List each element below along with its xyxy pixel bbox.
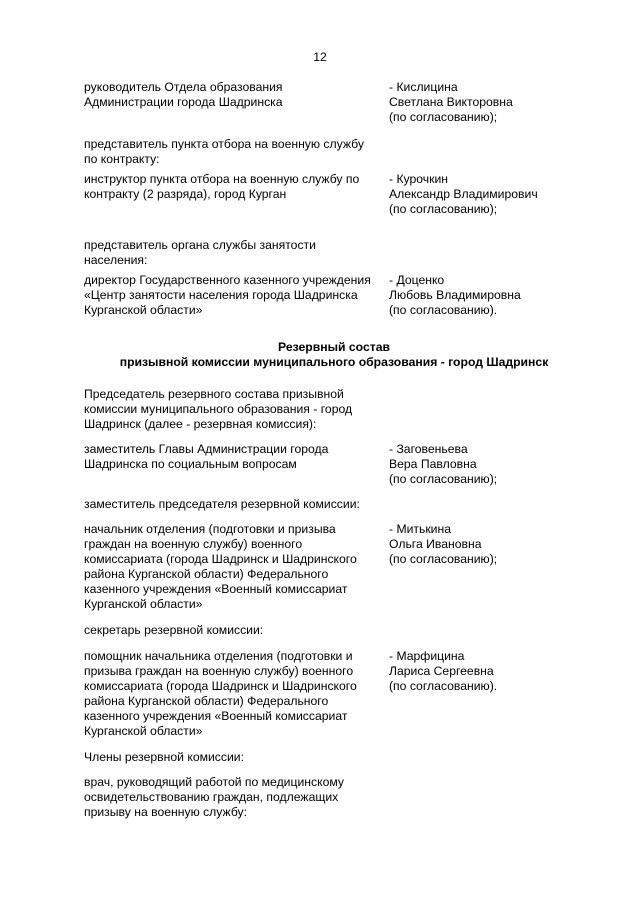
section-label: представитель органа службы занятости населения: bbox=[84, 238, 316, 267]
entry-row bbox=[84, 442, 584, 487]
section-label: врач, руководящий работой по медицинскому освидетельствованию граждан, подлежащих призыву на военную службу: bbox=[84, 775, 344, 819]
person-text: - Митькина Ольга Ивановна (по согласованию); bbox=[389, 522, 498, 566]
entry-row bbox=[84, 522, 584, 612]
section-label: заместитель председателя резервной комиссии: bbox=[84, 497, 360, 511]
person-text: - Заговеньева Вера Павловна (по согласованию); bbox=[389, 442, 498, 486]
entry-row bbox=[84, 649, 584, 739]
section-label: секретарь резервной комиссии: bbox=[84, 623, 264, 637]
document-content bbox=[84, 80, 584, 820]
person-text: - Доценко Любовь Владимировна (по согласованию). bbox=[389, 273, 521, 317]
position-text: помощник начальника отделения (подготовки и призыва граждан на военную службу) военного комиссариата (города Шадринск и Шадринского района Курганской области) Федерального казенного учреждения «Военный комиссариат Курганской области» bbox=[84, 649, 357, 738]
person-text: - Марфицина Лариса Сергеевна (по согласованию). bbox=[389, 649, 498, 693]
position-text: заместитель Главы Администрации города Шадринска по социальным вопросам bbox=[84, 442, 329, 471]
section-label: Члены резервной комиссии: bbox=[84, 750, 244, 764]
entry-row bbox=[84, 80, 584, 125]
person-text: - Кислицина Светлана Викторовна (по согласованию); bbox=[389, 80, 513, 124]
page-number: 12 bbox=[313, 50, 327, 64]
position-text: начальник отделения (подготовки и призыва граждан на военную службу) военного комиссариата (города Шадринск и Шадринского района Курганской области) Федерального казенного учреждения «Военный комиссариат Курганской области» bbox=[84, 522, 357, 611]
section-heading-line: Резервный состав bbox=[278, 340, 390, 354]
entry-row bbox=[84, 172, 584, 217]
position-text: директор Государственного казенного учреждения «Центр занятости населения города Шадринска Курганской области» bbox=[84, 273, 371, 317]
position-text: инструктор пункта отбора на военную службу по контракту (2 разряда), город Курган bbox=[84, 172, 360, 201]
section-heading bbox=[64, 340, 604, 370]
section-label: Председатель резервного состава призывной комиссии муниципального образования - город Шадринск (далее - резервная комиссия): bbox=[84, 387, 353, 431]
entry-row bbox=[84, 273, 584, 318]
person-text: - Курочкин Александр Владимирович (по согласованию); bbox=[389, 172, 538, 216]
section-label: представитель пункта отбора на военную службу по контракту: bbox=[84, 137, 364, 166]
position-text: руководитель Отдела образования Администрации города Шадринска bbox=[84, 80, 283, 109]
section-heading-line: призывной комиссии муниципального образования - город Шадринск bbox=[119, 355, 549, 369]
